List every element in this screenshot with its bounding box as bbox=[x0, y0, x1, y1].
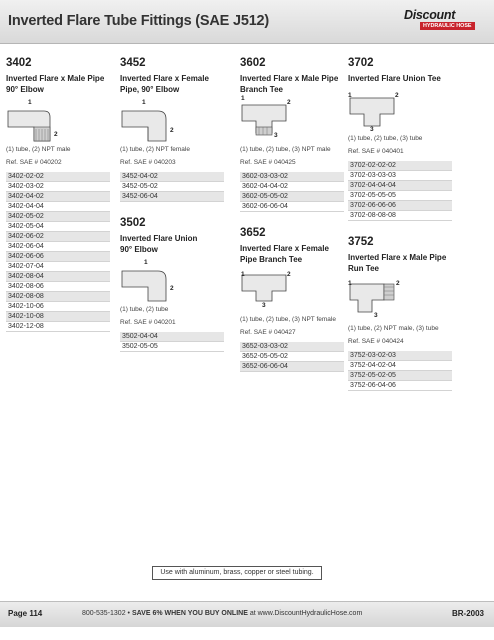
part-code: 3652 bbox=[240, 227, 266, 239]
product-column-4 bbox=[348, 56, 460, 391]
brand-logo[interactable] bbox=[404, 8, 488, 34]
branch-tee-male-diagram: 1 2 3 bbox=[241, 95, 291, 139]
sae-reference: Ref. SAE # 040203 bbox=[120, 159, 176, 166]
product-name: Inverted Flare Union Tee bbox=[348, 74, 441, 83]
product-column-3 bbox=[240, 56, 352, 372]
part-number-row[interactable]: 3702-05-05-05 bbox=[348, 191, 452, 201]
part-number-row[interactable]: 3702-02-02-02 bbox=[348, 161, 452, 171]
part-number-row[interactable]: 3752-05-02-05 bbox=[348, 371, 452, 381]
part-number-list bbox=[6, 172, 110, 332]
product-3452 bbox=[120, 56, 232, 202]
product-3602 bbox=[240, 56, 352, 212]
part-number-row[interactable]: 3702-08-08-08 bbox=[348, 211, 452, 221]
product-name: Inverted Flare x Male Pipe Run Tee bbox=[348, 253, 447, 273]
product-column-2 bbox=[120, 56, 232, 352]
part-number-row[interactable]: 3652-03-03-02 bbox=[240, 342, 344, 352]
part-number-list bbox=[240, 342, 344, 372]
part-number-list bbox=[120, 332, 224, 352]
part-number-row[interactable]: 3402-03-02 bbox=[6, 182, 110, 192]
part-number-row[interactable]: 3702-06-06-06 bbox=[348, 201, 452, 211]
part-number-row[interactable]: 3452-06-04 bbox=[120, 192, 224, 202]
part-number-row[interactable]: 3402-12-08 bbox=[6, 322, 110, 332]
part-number-row[interactable]: 3752-06-04-06 bbox=[348, 381, 452, 391]
port-description: (1) tube, (2) tube, (3) NPT male bbox=[240, 146, 331, 153]
part-number-row[interactable]: 3402-04-04 bbox=[6, 202, 110, 212]
part-code: 3702 bbox=[348, 57, 374, 69]
part-number-row[interactable]: 3402-10-06 bbox=[6, 302, 110, 312]
part-code: 3752 bbox=[348, 236, 374, 248]
tubing-note: Use with aluminum, brass, copper or steel tubing. bbox=[152, 566, 322, 580]
port-description: (1) tube, (2) NPT male bbox=[6, 146, 71, 153]
run-tee-male-diagram: 1 2 3 bbox=[348, 280, 400, 319]
part-number-row[interactable]: 3402-05-04 bbox=[6, 222, 110, 232]
part-number-row[interactable]: 3752-03-02-03 bbox=[348, 351, 452, 361]
page-number: Page 114 bbox=[8, 609, 43, 618]
part-number-list bbox=[240, 172, 344, 212]
part-number-row[interactable]: 3402-06-02 bbox=[6, 232, 110, 242]
promo-text: SAVE 6% WHEN YOU BUY ONLINE bbox=[131, 610, 248, 617]
part-number-row[interactable]: 3702-04-04-04 bbox=[348, 181, 452, 191]
part-number-row[interactable]: 3402-10-08 bbox=[6, 312, 110, 322]
port-description: (1) tube, (2) NPT male, (3) tube bbox=[348, 325, 439, 332]
catalog-code: BR-2003 bbox=[451, 609, 484, 618]
product-3502 bbox=[120, 216, 232, 352]
part-number-row[interactable]: 3452-05-02 bbox=[120, 182, 224, 192]
sae-reference: Ref. SAE # 040425 bbox=[240, 159, 296, 166]
elbow-female-diagram: 1 2 bbox=[120, 97, 232, 145]
page-title: Inverted Flare Tube Fittings (SAE J512) bbox=[8, 13, 270, 29]
product-name: Inverted Flare x Female Pipe Branch Tee bbox=[240, 244, 329, 264]
part-number-row[interactable]: 3402-02-02 bbox=[6, 172, 110, 182]
part-number-row[interactable]: 3452-04-02 bbox=[120, 172, 224, 182]
part-code: 3452 bbox=[120, 57, 146, 69]
product-3402 bbox=[6, 56, 118, 332]
part-number-row[interactable]: 3402-08-06 bbox=[6, 282, 110, 292]
sae-reference: Ref. SAE # 040201 bbox=[120, 319, 176, 326]
part-number-row[interactable]: 3602-05-05-02 bbox=[240, 192, 344, 202]
part-code: 3502 bbox=[120, 217, 146, 229]
part-code: 3402 bbox=[6, 57, 32, 69]
part-number-row[interactable]: 3402-08-04 bbox=[6, 272, 110, 282]
product-3652 bbox=[240, 226, 352, 372]
part-number-row[interactable]: 3652-05-05-02 bbox=[240, 352, 344, 362]
part-number-row[interactable]: 3652-06-06-04 bbox=[240, 362, 344, 372]
part-number-row[interactable]: 3602-03-03-02 bbox=[240, 172, 344, 182]
elbow-union-diagram: 1 2 bbox=[120, 257, 232, 305]
sae-reference: Ref. SAE # 040424 bbox=[348, 338, 404, 345]
part-number-list bbox=[348, 351, 452, 391]
branch-tee-female-diagram: 1 2 3 bbox=[241, 271, 291, 309]
part-number-row[interactable]: 3402-05-02 bbox=[6, 212, 110, 222]
page-footer bbox=[0, 601, 494, 627]
part-code: 3602 bbox=[240, 57, 266, 69]
part-number-row[interactable]: 3752-04-02-04 bbox=[348, 361, 452, 371]
product-name: Inverted Flare x Female Pipe, 90° Elbow bbox=[120, 74, 209, 94]
part-number-row[interactable]: 3402-06-04 bbox=[6, 242, 110, 252]
union-tee-diagram: 1 2 3 bbox=[348, 92, 399, 133]
sae-reference: Ref. SAE # 040202 bbox=[6, 159, 62, 166]
logo-wordmark: Discount bbox=[404, 8, 456, 22]
product-3702 bbox=[348, 56, 460, 221]
port-description: (1) tube, (2) tube bbox=[120, 306, 169, 313]
product-name: Inverted Flare x Male Pipe 90° Elbow bbox=[6, 74, 105, 94]
port-description: (1) tube, (2) tube, (3) NPT female bbox=[240, 316, 336, 323]
elbow-male-diagram: 1 2 bbox=[6, 97, 118, 145]
product-3752 bbox=[348, 235, 460, 391]
part-number-row[interactable]: 3602-06-06-04 bbox=[240, 202, 344, 212]
part-number-row[interactable]: 3502-05-05 bbox=[120, 342, 224, 352]
part-number-row[interactable]: 3402-06-06 bbox=[6, 252, 110, 262]
part-number-row[interactable]: 3402-04-02 bbox=[6, 192, 110, 202]
part-number-row[interactable]: 3702-03-03-03 bbox=[348, 171, 452, 181]
sae-reference: Ref. SAE # 040401 bbox=[348, 148, 404, 155]
product-name: Inverted Flare x Male Pipe Branch Tee bbox=[240, 74, 339, 94]
sae-reference: Ref. SAE # 040427 bbox=[240, 329, 296, 336]
footer-contact: 800-535-1302 • SAVE 6% WHEN YOU BUY ONLINE at www.DiscountHydraulicHose.com bbox=[82, 610, 363, 617]
port-description: (1) tube, (2) tube, (3) tube bbox=[348, 135, 423, 142]
phone-link[interactable]: 800-535-1302 bbox=[82, 610, 126, 617]
part-number-row[interactable]: 3402-08-08 bbox=[6, 292, 110, 302]
port-description: (1) tube, (2) NPT female bbox=[120, 146, 190, 153]
product-name: Inverted Flare Union 90° Elbow bbox=[120, 234, 198, 254]
part-number-row[interactable]: 3602-04-04-02 bbox=[240, 182, 344, 192]
page-header bbox=[0, 0, 494, 44]
logo-tagline: HYDRAULIC HOSE bbox=[420, 22, 475, 30]
part-number-list bbox=[120, 172, 224, 202]
website-link[interactable]: www.DiscountHydraulicHose.com bbox=[257, 610, 363, 617]
part-number-list bbox=[348, 161, 452, 221]
part-number-row[interactable]: 3502-04-04 bbox=[120, 332, 224, 342]
part-number-row[interactable]: 3402-07-04 bbox=[6, 262, 110, 272]
